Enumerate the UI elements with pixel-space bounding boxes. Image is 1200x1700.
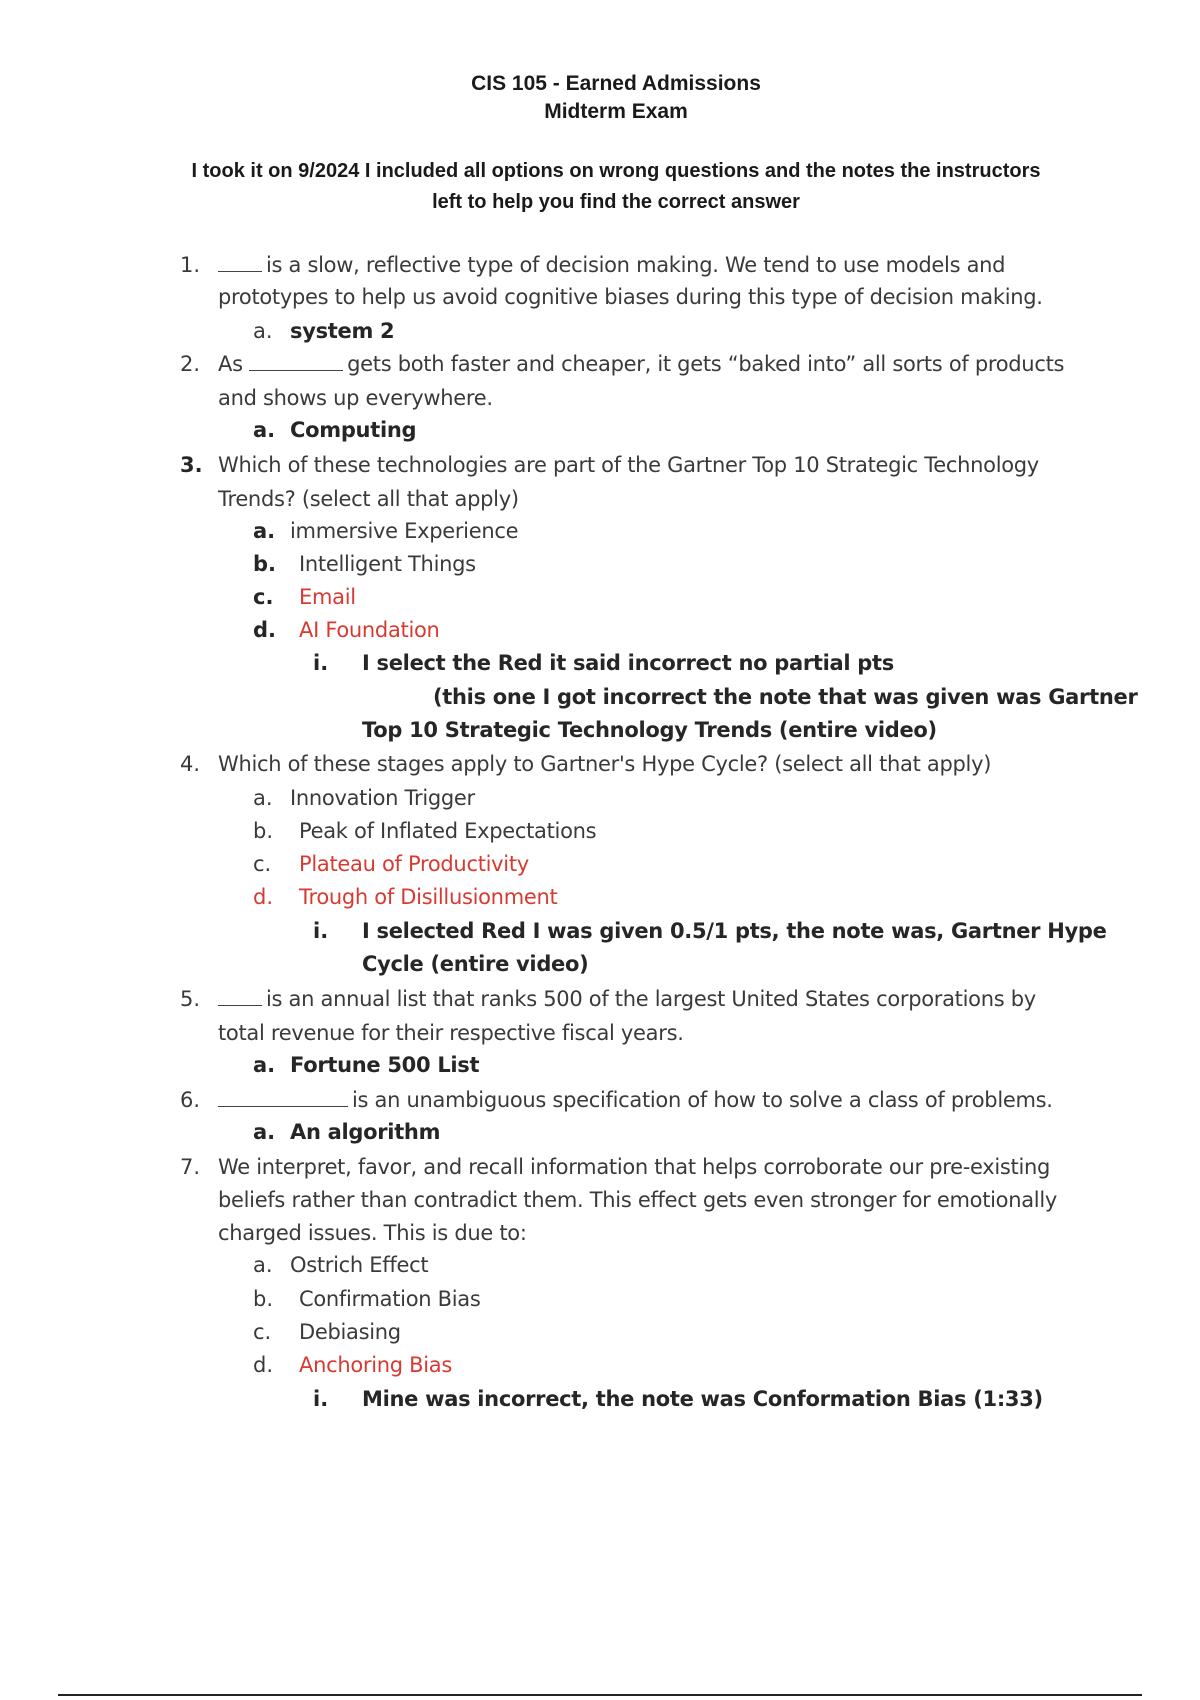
- instructor-note-line-2: Cycle (entire video): [362, 952, 589, 976]
- option-label: a.: [253, 519, 276, 543]
- instructor-note-line-2: (this one I got incorrect the note that was given was Gartner: [433, 685, 1138, 709]
- option-label: c.: [253, 585, 274, 609]
- option-text: Intelligent Things: [299, 552, 476, 576]
- question-3-line-1: Which of these technologies are part of the Gartner Top 10 Strategic Technology: [218, 453, 1039, 477]
- document-title: CIS 105 - Earned Admissions: [471, 72, 761, 95]
- option-text: Innovation Trigger: [290, 786, 475, 810]
- question-number: 6.: [180, 1088, 201, 1112]
- option-text-selected-incorrect: Email: [299, 585, 356, 609]
- question-number: 1.: [180, 253, 201, 277]
- option-label: a.: [253, 1120, 276, 1144]
- question-5-line-1: is an annual list that ranks 500 of the largest United States corporations by: [218, 985, 1036, 1013]
- correct-answer: Fortune 500 List: [290, 1053, 480, 1077]
- question-1-line-1: is a slow, reflective type of decision making. We tend to use models and: [218, 251, 1005, 279]
- answer-blank: [218, 1003, 262, 1006]
- question-7-line-2: beliefs rather than contradict them. This effect gets even stronger for emotionally: [218, 1188, 1058, 1212]
- answer-blank: [249, 368, 343, 371]
- instructor-note-line-1: I selected Red I was given 0.5/1 pts, the note was, Gartner Hype: [362, 919, 1107, 943]
- option-label: a.: [253, 1053, 276, 1077]
- option-label: c.: [253, 1320, 272, 1344]
- question-number: 2.: [180, 352, 201, 376]
- option-label: b.: [253, 819, 274, 843]
- question-number: 3.: [180, 453, 203, 477]
- option-label: d.: [253, 885, 274, 909]
- question-number: 4.: [180, 752, 201, 776]
- option-text-selected: Plateau of Productivity: [299, 852, 529, 876]
- question-6-line-1: is an unambiguous specification of how to solve a class of problems.: [218, 1086, 1053, 1114]
- option-label: a.: [253, 1253, 273, 1277]
- question-7-line-3: charged issues. This is due to:: [218, 1221, 527, 1245]
- intro-line-2: left to help you find the correct answer: [432, 191, 800, 213]
- option-label: a.: [253, 418, 276, 442]
- option-text: immersive Experience: [290, 519, 519, 543]
- option-text-selected-incorrect: AI Foundation: [299, 618, 440, 642]
- option-label: b.: [253, 1287, 274, 1311]
- note-label: i.: [313, 919, 329, 943]
- note-label: i.: [313, 1387, 329, 1411]
- option-text: Peak of Inflated Expectations: [299, 819, 597, 843]
- correct-answer: Computing: [290, 418, 417, 442]
- option-text: Ostrich Effect: [290, 1253, 429, 1277]
- option-text: Debiasing: [299, 1320, 401, 1344]
- note-label: i.: [313, 651, 329, 675]
- correct-answer: system 2: [290, 319, 395, 343]
- page-bottom-rule: [58, 1694, 1142, 1696]
- answer-blank: [218, 269, 262, 272]
- question-number: 5.: [180, 987, 201, 1011]
- correct-answer: An algorithm: [290, 1120, 441, 1144]
- option-text-selected-incorrect: Anchoring Bias: [299, 1353, 453, 1377]
- option-label: d.: [253, 618, 277, 642]
- question-5-line-2: total revenue for their respective fiscal years.: [218, 1021, 684, 1045]
- question-2-line-1: As gets both faster and cheaper, it gets “baked into” all sorts of products: [218, 352, 1065, 376]
- instructor-note-line-1: Mine was incorrect, the note was Conformation Bias (1:33): [362, 1387, 1043, 1411]
- question-2-line-2: and shows up everywhere.: [218, 386, 493, 410]
- option-text-selected: Trough of Disillusionment: [299, 885, 558, 909]
- document-subtitle: Midterm Exam: [544, 100, 688, 123]
- question-number: 7.: [180, 1155, 201, 1179]
- option-text: Confirmation Bias: [299, 1287, 481, 1311]
- option-label: a.: [253, 786, 273, 810]
- question-1-line-2: prototypes to help us avoid cognitive biases during this type of decision making.: [218, 285, 1043, 309]
- option-label: b.: [253, 552, 277, 576]
- instructor-note-line-3: Top 10 Strategic Technology Trends (entire video): [362, 718, 937, 742]
- intro-line-1: I took it on 9/2024 I included all options on wrong questions and the notes the instructors: [191, 160, 1041, 182]
- option-label: c.: [253, 852, 272, 876]
- option-label: a.: [253, 319, 273, 343]
- answer-blank: [218, 1104, 348, 1107]
- option-label: d.: [253, 1353, 274, 1377]
- question-4-line-1: Which of these stages apply to Gartner's Hype Cycle? (select all that apply): [218, 752, 992, 776]
- question-7-line-1: We interpret, favor, and recall information that helps corroborate our pre-existing: [218, 1155, 1051, 1179]
- instructor-note-line-1: I select the Red it said incorrect no partial pts: [362, 651, 894, 675]
- question-3-line-2: Trends? (select all that apply): [218, 487, 519, 511]
